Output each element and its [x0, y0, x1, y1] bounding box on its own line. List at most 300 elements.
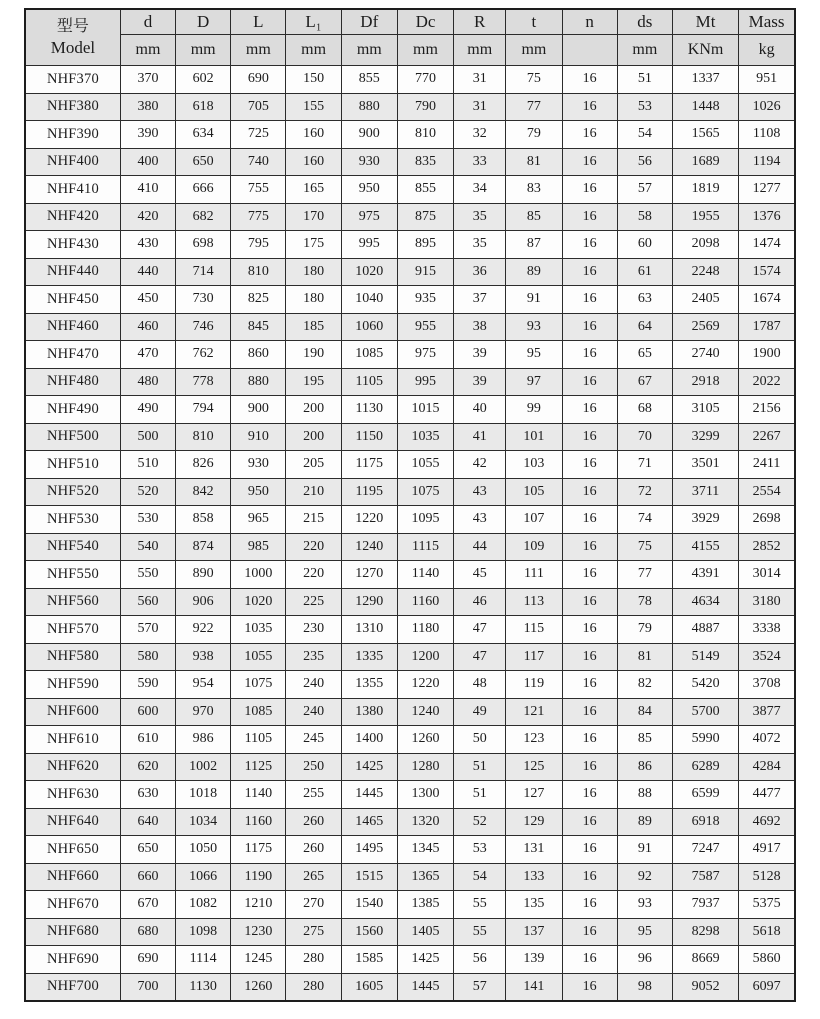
value-cell: 1270	[341, 561, 397, 589]
value-cell: 7587	[672, 863, 738, 891]
model-cell: NHF460	[25, 313, 120, 341]
value-cell: 50	[454, 726, 506, 754]
value-cell: 92	[617, 863, 672, 891]
value-cell: 16	[562, 423, 617, 451]
value-cell: 900	[341, 121, 397, 149]
col-header-1: D	[176, 9, 231, 35]
value-cell: 995	[341, 231, 397, 259]
value-cell: 2098	[672, 231, 738, 259]
value-cell: 16	[562, 506, 617, 534]
col-header-0: d	[120, 9, 175, 35]
value-cell: 123	[506, 726, 562, 754]
value-cell: 39	[454, 368, 506, 396]
value-cell: 1355	[341, 671, 397, 699]
value-cell: 113	[506, 588, 562, 616]
value-cell: 440	[120, 258, 175, 286]
value-cell: 725	[231, 121, 286, 149]
value-cell: 1108	[739, 121, 795, 149]
value-cell: 842	[176, 478, 231, 506]
value-cell: 35	[454, 231, 506, 259]
value-cell: 778	[176, 368, 231, 396]
value-cell: 1425	[397, 946, 453, 974]
value-cell: 16	[562, 286, 617, 314]
table-row	[25, 918, 795, 946]
value-cell: 33	[454, 148, 506, 176]
value-cell: 98	[617, 973, 672, 1001]
value-cell: 4634	[672, 588, 738, 616]
col-unit-4: mm	[341, 35, 397, 66]
value-cell: 275	[286, 918, 341, 946]
value-cell: 930	[231, 451, 286, 479]
value-cell: 730	[176, 286, 231, 314]
value-cell: 1175	[231, 836, 286, 864]
value-cell: 1098	[176, 918, 231, 946]
value-cell: 1105	[231, 726, 286, 754]
value-cell: 1220	[341, 506, 397, 534]
value-cell: 74	[617, 506, 672, 534]
col-header-9: ds	[617, 9, 672, 35]
value-cell: 60	[617, 231, 672, 259]
value-cell: 16	[562, 781, 617, 809]
value-cell: 4284	[739, 753, 795, 781]
value-cell: 133	[506, 863, 562, 891]
value-cell: 795	[231, 231, 286, 259]
value-cell: 430	[120, 231, 175, 259]
value-cell: 1190	[231, 863, 286, 891]
value-cell: 1130	[341, 396, 397, 424]
value-cell: 16	[562, 313, 617, 341]
col-unit-5: mm	[397, 35, 453, 66]
value-cell: 938	[176, 643, 231, 671]
value-cell: 16	[562, 946, 617, 974]
value-cell: 137	[506, 918, 562, 946]
value-cell: 205	[286, 451, 341, 479]
table-row	[25, 451, 795, 479]
value-cell: 1018	[176, 781, 231, 809]
value-cell: 129	[506, 808, 562, 836]
value-cell: 620	[120, 753, 175, 781]
value-cell: 2569	[672, 313, 738, 341]
value-cell: 1674	[739, 286, 795, 314]
value-cell: 105	[506, 478, 562, 506]
value-cell: 4692	[739, 808, 795, 836]
value-cell: 630	[120, 781, 175, 809]
value-cell: 135	[506, 891, 562, 919]
value-cell: 38	[454, 313, 506, 341]
value-cell: 16	[562, 258, 617, 286]
table-row	[25, 313, 795, 341]
value-cell: 380	[120, 93, 175, 121]
value-cell: 550	[120, 561, 175, 589]
value-cell: 96	[617, 946, 672, 974]
value-cell: 225	[286, 588, 341, 616]
value-cell: 3708	[739, 671, 795, 699]
value-cell: 2248	[672, 258, 738, 286]
value-cell: 460	[120, 313, 175, 341]
value-cell: 698	[176, 231, 231, 259]
value-cell: 1260	[397, 726, 453, 754]
value-cell: 1034	[176, 808, 231, 836]
value-cell: 16	[562, 891, 617, 919]
value-cell: 3929	[672, 506, 738, 534]
value-cell: 54	[617, 121, 672, 149]
value-cell: 1015	[397, 396, 453, 424]
value-cell: 230	[286, 616, 341, 644]
value-cell: 68	[617, 396, 672, 424]
value-cell: 64	[617, 313, 672, 341]
value-cell: 3180	[739, 588, 795, 616]
value-cell: 6289	[672, 753, 738, 781]
model-cell: NHF540	[25, 533, 120, 561]
value-cell: 180	[286, 258, 341, 286]
value-cell: 975	[341, 203, 397, 231]
value-cell: 985	[231, 533, 286, 561]
table-row	[25, 616, 795, 644]
value-cell: 3501	[672, 451, 738, 479]
value-cell: 1160	[397, 588, 453, 616]
value-cell: 1277	[739, 176, 795, 204]
table-row	[25, 396, 795, 424]
value-cell: 160	[286, 148, 341, 176]
value-cell: 1050	[176, 836, 231, 864]
value-cell: 6097	[739, 973, 795, 1001]
value-cell: 190	[286, 341, 341, 369]
col-unit-8	[562, 35, 617, 66]
value-cell: 858	[176, 506, 231, 534]
value-cell: 1565	[672, 121, 738, 149]
value-cell: 7247	[672, 836, 738, 864]
value-cell: 650	[120, 836, 175, 864]
value-cell: 1280	[397, 753, 453, 781]
table-row	[25, 698, 795, 726]
value-cell: 91	[506, 286, 562, 314]
value-cell: 2698	[739, 506, 795, 534]
value-cell: 810	[176, 423, 231, 451]
table-row	[25, 231, 795, 259]
value-cell: 99	[506, 396, 562, 424]
value-cell: 1040	[341, 286, 397, 314]
table-row	[25, 93, 795, 121]
model-cell: NHF520	[25, 478, 120, 506]
value-cell: 49	[454, 698, 506, 726]
model-cell: NHF440	[25, 258, 120, 286]
value-cell: 690	[120, 946, 175, 974]
value-cell: 860	[231, 341, 286, 369]
value-cell: 1335	[341, 643, 397, 671]
model-cell: NHF370	[25, 66, 120, 94]
value-cell: 1035	[231, 616, 286, 644]
model-cell: NHF510	[25, 451, 120, 479]
value-cell: 200	[286, 396, 341, 424]
value-cell: 4887	[672, 616, 738, 644]
value-cell: 51	[454, 753, 506, 781]
value-cell: 1955	[672, 203, 738, 231]
value-cell: 280	[286, 946, 341, 974]
value-cell: 16	[562, 121, 617, 149]
value-cell: 16	[562, 726, 617, 754]
value-cell: 95	[617, 918, 672, 946]
value-cell: 1385	[397, 891, 453, 919]
value-cell: 1125	[231, 753, 286, 781]
value-cell: 240	[286, 698, 341, 726]
value-cell: 3524	[739, 643, 795, 671]
model-cell: NHF630	[25, 781, 120, 809]
value-cell: 160	[286, 121, 341, 149]
value-cell: 530	[120, 506, 175, 534]
model-cell: NHF660	[25, 863, 120, 891]
value-cell: 1689	[672, 148, 738, 176]
model-cell: NHF390	[25, 121, 120, 149]
value-cell: 740	[231, 148, 286, 176]
value-cell: 1320	[397, 808, 453, 836]
value-cell: 155	[286, 93, 341, 121]
col-unit-7: mm	[506, 35, 562, 66]
value-cell: 16	[562, 341, 617, 369]
value-cell: 1195	[341, 478, 397, 506]
col-header-5: Dc	[397, 9, 453, 35]
value-cell: 400	[120, 148, 175, 176]
table-body	[25, 66, 795, 1002]
value-cell: 45	[454, 561, 506, 589]
value-cell: 82	[617, 671, 672, 699]
value-cell: 16	[562, 396, 617, 424]
value-cell: 660	[120, 863, 175, 891]
value-cell: 1220	[397, 671, 453, 699]
value-cell: 4072	[739, 726, 795, 754]
value-cell: 470	[120, 341, 175, 369]
model-cell: NHF680	[25, 918, 120, 946]
col-unit-6: mm	[454, 35, 506, 66]
value-cell: 970	[176, 698, 231, 726]
value-cell: 34	[454, 176, 506, 204]
value-cell: 16	[562, 561, 617, 589]
value-cell: 3711	[672, 478, 738, 506]
table-row	[25, 478, 795, 506]
value-cell: 2022	[739, 368, 795, 396]
value-cell: 85	[506, 203, 562, 231]
value-cell: 1160	[231, 808, 286, 836]
value-cell: 610	[120, 726, 175, 754]
value-cell: 220	[286, 561, 341, 589]
header-row-units	[25, 35, 795, 66]
value-cell: 1474	[739, 231, 795, 259]
value-cell: 91	[617, 836, 672, 864]
value-cell: 1140	[231, 781, 286, 809]
value-cell: 682	[176, 203, 231, 231]
value-cell: 965	[231, 506, 286, 534]
value-cell: 5375	[739, 891, 795, 919]
header-row-labels	[25, 9, 795, 35]
value-cell: 3014	[739, 561, 795, 589]
model-cell: NHF490	[25, 396, 120, 424]
model-cell: NHF580	[25, 643, 120, 671]
value-cell: 119	[506, 671, 562, 699]
value-cell: 680	[120, 918, 175, 946]
value-cell: 410	[120, 176, 175, 204]
col-header-6: R	[454, 9, 506, 35]
value-cell: 9052	[672, 973, 738, 1001]
model-header-cn: 型号	[56, 17, 89, 35]
value-cell: 16	[562, 368, 617, 396]
table-row	[25, 671, 795, 699]
value-cell: 121	[506, 698, 562, 726]
value-cell: 1105	[341, 368, 397, 396]
value-cell: 670	[120, 891, 175, 919]
value-cell: 1055	[231, 643, 286, 671]
value-cell: 75	[506, 66, 562, 94]
value-cell: 1194	[739, 148, 795, 176]
value-cell: 5990	[672, 726, 738, 754]
value-cell: 770	[397, 66, 453, 94]
value-cell: 2852	[739, 533, 795, 561]
table-row	[25, 753, 795, 781]
value-cell: 6599	[672, 781, 738, 809]
value-cell: 618	[176, 93, 231, 121]
value-cell: 2918	[672, 368, 738, 396]
value-cell: 930	[341, 148, 397, 176]
value-cell: 220	[286, 533, 341, 561]
value-cell: 31	[454, 66, 506, 94]
value-cell: 55	[454, 891, 506, 919]
value-cell: 1085	[341, 341, 397, 369]
table-row	[25, 258, 795, 286]
value-cell: 2411	[739, 451, 795, 479]
value-cell: 845	[231, 313, 286, 341]
value-cell: 1240	[397, 698, 453, 726]
value-cell: 1230	[231, 918, 286, 946]
value-cell: 705	[231, 93, 286, 121]
model-cell: NHF430	[25, 231, 120, 259]
value-cell: 370	[120, 66, 175, 94]
value-cell: 89	[617, 808, 672, 836]
value-cell: 245	[286, 726, 341, 754]
model-cell: NHF450	[25, 286, 120, 314]
value-cell: 1020	[231, 588, 286, 616]
model-cell: NHF640	[25, 808, 120, 836]
value-cell: 85	[617, 726, 672, 754]
col-unit-3: mm	[286, 35, 341, 66]
value-cell: 1085	[231, 698, 286, 726]
value-cell: 390	[120, 121, 175, 149]
value-cell: 5860	[739, 946, 795, 974]
table-header	[25, 9, 795, 66]
model-cell: NHF600	[25, 698, 120, 726]
value-cell: 1020	[341, 258, 397, 286]
value-cell: 1585	[341, 946, 397, 974]
model-cell: NHF400	[25, 148, 120, 176]
value-cell: 16	[562, 643, 617, 671]
model-cell: NHF500	[25, 423, 120, 451]
value-cell: 61	[617, 258, 672, 286]
value-cell: 57	[454, 973, 506, 1001]
value-cell: 1540	[341, 891, 397, 919]
value-cell: 43	[454, 478, 506, 506]
value-cell: 16	[562, 451, 617, 479]
model-cell: NHF670	[25, 891, 120, 919]
value-cell: 63	[617, 286, 672, 314]
value-cell: 666	[176, 176, 231, 204]
col-header-3: L₁	[286, 9, 341, 35]
value-cell: 762	[176, 341, 231, 369]
value-cell: 1900	[739, 341, 795, 369]
value-cell: 175	[286, 231, 341, 259]
value-cell: 180	[286, 286, 341, 314]
spec-table	[24, 8, 796, 1002]
value-cell: 986	[176, 726, 231, 754]
model-cell: NHF560	[25, 588, 120, 616]
value-cell: 16	[562, 808, 617, 836]
value-cell: 240	[286, 671, 341, 699]
value-cell: 450	[120, 286, 175, 314]
value-cell: 81	[506, 148, 562, 176]
value-cell: 84	[617, 698, 672, 726]
value-cell: 51	[454, 781, 506, 809]
value-cell: 131	[506, 836, 562, 864]
value-cell: 93	[617, 891, 672, 919]
value-cell: 43	[454, 506, 506, 534]
value-cell: 16	[562, 698, 617, 726]
value-cell: 47	[454, 616, 506, 644]
value-cell: 260	[286, 836, 341, 864]
value-cell: 835	[397, 148, 453, 176]
value-cell: 72	[617, 478, 672, 506]
value-cell: 1180	[397, 616, 453, 644]
col-header-2: L	[231, 9, 286, 35]
model-cell: NHF530	[25, 506, 120, 534]
value-cell: 3877	[739, 698, 795, 726]
value-cell: 36	[454, 258, 506, 286]
value-cell: 139	[506, 946, 562, 974]
value-cell: 1560	[341, 918, 397, 946]
value-cell: 1140	[397, 561, 453, 589]
value-cell: 880	[231, 368, 286, 396]
value-cell: 16	[562, 93, 617, 121]
value-cell: 16	[562, 66, 617, 94]
value-cell: 1200	[397, 643, 453, 671]
table-row	[25, 121, 795, 149]
col-unit-1: mm	[176, 35, 231, 66]
value-cell: 1260	[231, 973, 286, 1001]
value-cell: 700	[120, 973, 175, 1001]
value-cell: 1210	[231, 891, 286, 919]
value-cell: 41	[454, 423, 506, 451]
value-cell: 4391	[672, 561, 738, 589]
value-cell: 1055	[397, 451, 453, 479]
value-cell: 950	[341, 176, 397, 204]
col-unit-2: mm	[231, 35, 286, 66]
value-cell: 81	[617, 643, 672, 671]
value-cell: 954	[176, 671, 231, 699]
value-cell: 75	[617, 533, 672, 561]
value-cell: 570	[120, 616, 175, 644]
col-header-4: Df	[341, 9, 397, 35]
value-cell: 935	[397, 286, 453, 314]
value-cell: 922	[176, 616, 231, 644]
value-cell: 16	[562, 671, 617, 699]
value-cell: 210	[286, 478, 341, 506]
value-cell: 39	[454, 341, 506, 369]
value-cell: 1114	[176, 946, 231, 974]
value-cell: 794	[176, 396, 231, 424]
value-cell: 1605	[341, 973, 397, 1001]
value-cell: 71	[617, 451, 672, 479]
value-cell: 1130	[176, 973, 231, 1001]
value-cell: 16	[562, 533, 617, 561]
value-cell: 280	[286, 973, 341, 1001]
value-cell: 520	[120, 478, 175, 506]
value-cell: 53	[454, 836, 506, 864]
value-cell: 48	[454, 671, 506, 699]
